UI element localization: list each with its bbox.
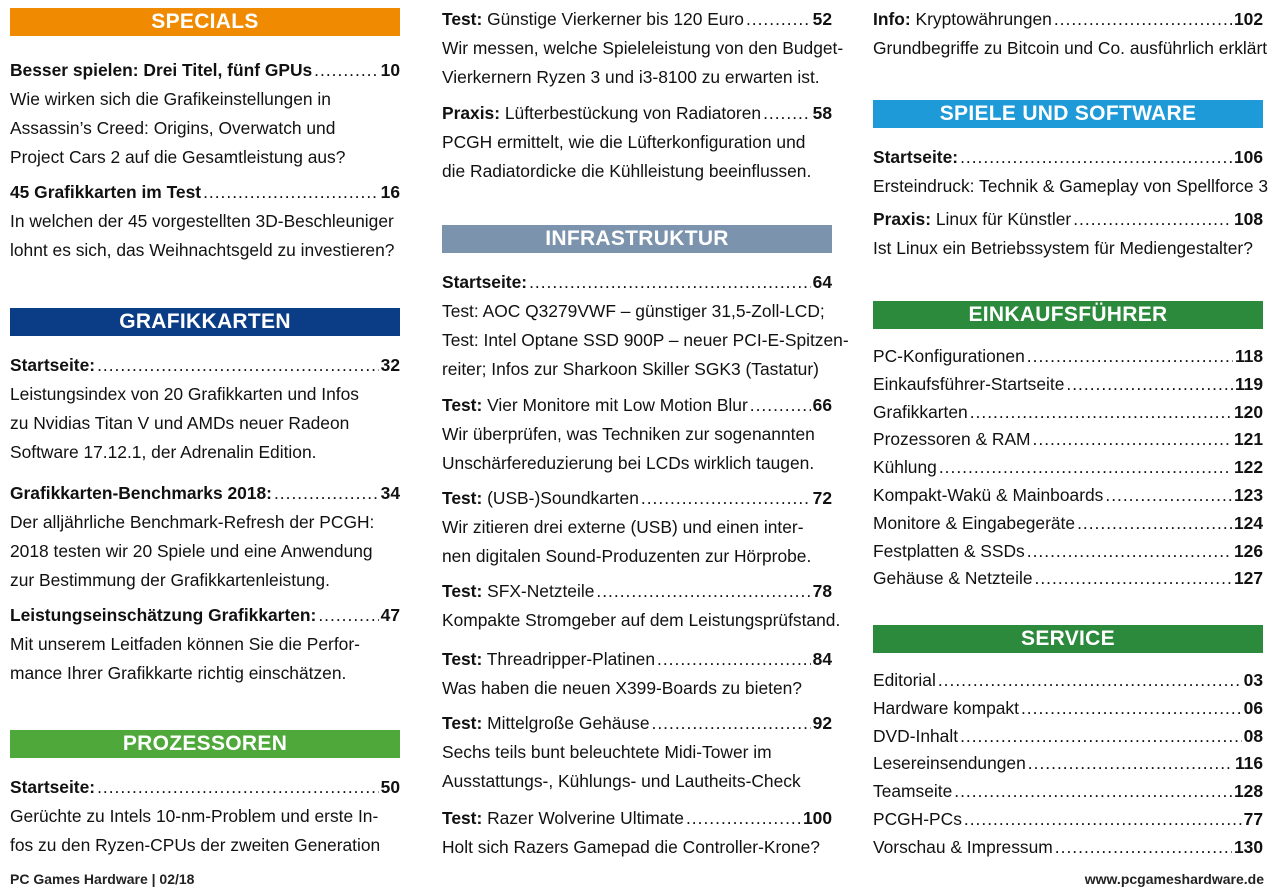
entry-title [442, 709, 650, 738]
description-line: die Radiatordicke die Kühlleistung beeinflussen. [442, 161, 812, 181]
list-item[interactable] [873, 481, 1263, 509]
page-number: 52 [812, 9, 832, 29]
page-number: 123 [1233, 485, 1263, 505]
entry-title-bold: Startseite: [10, 355, 96, 375]
page-number: 108 [1233, 209, 1263, 229]
description-line: Der alljährliche Benchmark-Refresh der PCGH: [10, 512, 375, 532]
list-item-label: Editorial [873, 670, 936, 690]
footer-url: www.pcgameshardware.de [1084, 871, 1264, 887]
entry-title-line [442, 5, 832, 34]
entry-title [10, 56, 312, 85]
description-line: Gerüchte zu Intels 10-nm-Problem und erste In- [10, 806, 379, 826]
entry-description [873, 172, 1269, 201]
toc-entry[interactable] [10, 351, 400, 467]
list-item-label: Monitore & Eingabegeräte [873, 512, 1076, 533]
list-item[interactable] [873, 749, 1263, 777]
list-item-label: Festplatten & SSDs [873, 540, 1025, 561]
entry-title [442, 99, 761, 128]
description-line: Leistungsindex von 20 Grafikkarten und Infos [10, 384, 359, 404]
entry-title-line [10, 178, 400, 207]
description-line: Software 17.12.1, der Adrenalin Edition. [10, 442, 317, 462]
entry-title-bold: 45 Grafikkarten im Test [10, 182, 202, 202]
entry-description [10, 380, 400, 467]
dot-leader [1033, 425, 1232, 453]
entry-description [10, 508, 400, 595]
entry-title-bold: Test: [442, 395, 483, 415]
entry-title [873, 143, 958, 172]
section-header-spiele: SPIELE UND SOFTWARE [873, 100, 1263, 128]
entry-title-text: Günstige Vierkerner bis 120 Euro [487, 9, 744, 29]
entry-title-text: Razer Wolverine Ultimate [487, 808, 684, 828]
description-line: Ist Linux ein Betriebssystem für Mediengestalter? [873, 238, 1253, 258]
description-line: 2018 testen wir 20 Spiele und eine Anwendung [10, 541, 373, 561]
description-line: Mit unserem Leitfaden können Sie die Perfor- [10, 634, 360, 654]
page-number: 119 [1234, 373, 1263, 394]
toc-entry[interactable] [10, 178, 400, 265]
description-line: Assassin’s Creed: Origins, Overwatch und [10, 118, 336, 138]
list-item-label: Kompakt-Wakü & Mainboards [873, 485, 1104, 505]
description-line: Sechs teils bunt beleuchtete Midi-Tower im [442, 742, 772, 762]
toc-entry[interactable] [873, 205, 1263, 263]
entry-title-text: Mittelgroße Gehäuse [487, 713, 650, 733]
entry-title-text: Kryptowährungen [915, 9, 1052, 29]
description-line: zu Nvidias Titan V und AMDs neuer Radeon [10, 413, 350, 433]
section-header-prozessoren: PROZESSOREN [10, 730, 400, 758]
dot-leader [1028, 749, 1233, 777]
page-number: 128 [1233, 781, 1263, 802]
section-header-service: SERVICE [873, 625, 1263, 653]
toc-entry[interactable] [442, 709, 832, 796]
description-line: reiter; Infos zur Sharkoon Skiller SGK3 (Tastatur) [442, 359, 819, 379]
toc-entry[interactable] [442, 99, 832, 186]
entry-title-line [442, 99, 832, 128]
entry-description [10, 630, 400, 688]
dot-leader [763, 99, 811, 128]
dot-leader [938, 666, 1242, 694]
list-item[interactable] [873, 425, 1263, 453]
dot-leader [1035, 564, 1232, 592]
list-item-label: Prozessoren & RAM [873, 429, 1031, 450]
dot-leader [1055, 833, 1232, 861]
entry-title-bold: Test: [442, 581, 483, 601]
description-line: In welchen der 45 vorgestellten 3D-Beschleuniger [10, 211, 394, 231]
list-item[interactable] [873, 666, 1263, 694]
page-number: 50 [380, 777, 400, 797]
description-line: nen digitalen Sound-Produzenten zur Hörprobe. [442, 546, 812, 566]
list-item-label: Vorschau & Impressum [873, 836, 1053, 857]
list-item-label: Grafikkarten [873, 401, 968, 422]
entry-title-line [873, 5, 1263, 34]
dot-leader [1027, 342, 1233, 370]
dot-leader [652, 709, 811, 738]
entry-description [10, 802, 400, 860]
list-item[interactable] [873, 537, 1263, 565]
page-number: 16 [380, 182, 400, 202]
page-number: 08 [1243, 725, 1263, 746]
list-item[interactable] [873, 564, 1263, 592]
list-item-label: Gehäuse & Netzteile [873, 568, 1033, 589]
entry-title-line [10, 773, 400, 802]
entry-description [10, 207, 400, 265]
entry-title-line [442, 804, 832, 833]
entry-title-line [10, 56, 400, 85]
entry-title [873, 5, 1052, 34]
page-number: 121 [1233, 429, 1263, 450]
description-line: Test: AOC Q3279VWF – günstiger 31,5-Zoll-LCD; [442, 301, 825, 321]
entry-title-bold: Test: [442, 713, 483, 733]
dot-leader [970, 398, 1232, 426]
list-item[interactable] [873, 777, 1263, 805]
description-line: Wir überprüfen, was Techniken zur sogenannten [442, 424, 815, 444]
page-number: 127 [1233, 568, 1263, 589]
entry-title-line [873, 143, 1263, 172]
toc-entry[interactable] [442, 5, 844, 92]
entry-title-bold: Startseite: [10, 777, 96, 797]
page-number: 64 [812, 272, 832, 292]
entry-title [10, 178, 201, 207]
description-line: Ausstattungs-, Kühlungs- und Lautheits-Check [442, 771, 801, 791]
dot-leader [641, 484, 811, 513]
description-line: Unschärfereduzierung bei LCDs wirklich taugen. [442, 453, 815, 473]
entry-title [10, 773, 95, 802]
entry-title [442, 5, 744, 34]
description-line: Wir zitieren drei externe (USB) und einen inter- [442, 517, 804, 537]
list-item-label: Teamseite [873, 781, 953, 802]
dot-leader [1073, 205, 1232, 234]
toc-entry[interactable] [442, 645, 832, 703]
dot-leader [1021, 694, 1242, 722]
page-number: 100 [802, 808, 832, 828]
entry-description [873, 34, 1268, 63]
dot-leader [1054, 5, 1232, 34]
entry-title [442, 804, 684, 833]
dot-leader [686, 804, 801, 833]
page-number: 106 [1233, 147, 1263, 167]
entry-title [442, 484, 639, 513]
description-line: Test: Intel Optane SSD 900P – neuer PCI-E-Spitzen- [442, 330, 849, 350]
toc-entry[interactable] [873, 5, 1268, 63]
list-item-label: PC-Konfigurationen [873, 346, 1025, 366]
entry-title-bold: Info: [873, 9, 911, 29]
entry-title-bold: Test: [442, 9, 483, 29]
entry-title-text: Threadripper-Platinen [486, 649, 655, 669]
dot-leader [314, 56, 378, 85]
page-number: 72 [812, 488, 832, 508]
dot-leader [97, 351, 379, 380]
toc-entry[interactable] [10, 773, 400, 860]
description-line: Ersteindruck: Technik & Gameplay von Spellforce 3 [873, 176, 1269, 196]
entry-title-line [442, 484, 832, 513]
dot-leader [954, 777, 1232, 805]
page-number: 10 [380, 60, 400, 80]
page-number: 124 [1233, 512, 1263, 533]
entry-description [442, 420, 832, 478]
list-item[interactable] [873, 805, 1263, 833]
entry-description [873, 234, 1263, 263]
page-number: 06 [1243, 697, 1263, 718]
toc-entry[interactable] [442, 391, 832, 478]
page-number: 77 [1243, 809, 1263, 829]
dot-leader [97, 773, 379, 802]
toc-entry[interactable] [10, 601, 400, 688]
entry-title-line [10, 351, 400, 380]
list-item[interactable] [873, 694, 1263, 722]
entry-title-text: (USB-)Soundkarten [487, 488, 639, 508]
page-number: 32 [380, 355, 400, 375]
toc-entry[interactable] [873, 143, 1269, 201]
list-item[interactable] [873, 833, 1263, 861]
entry-title-bold: Startseite: [873, 147, 959, 167]
page-number: 03 [1243, 670, 1263, 690]
entry-title-bold: Grafikkarten-Benchmarks 2018: [10, 483, 272, 503]
dot-leader [939, 453, 1232, 481]
entry-title-line [873, 205, 1263, 234]
entry-title [442, 268, 527, 297]
list-item-label: PCGH-PCs [873, 809, 962, 829]
entry-title [873, 205, 1071, 234]
entry-title-line [442, 645, 832, 674]
entry-title-bold: Startseite: [442, 272, 528, 292]
section-header-einkauf: EINKAUFSFÜHRER [873, 301, 1263, 329]
page-number: 47 [380, 605, 400, 625]
entry-title-line [442, 709, 832, 738]
section-header-specials: SPECIALS [10, 8, 400, 36]
page-number: 92 [812, 713, 832, 733]
entry-description [10, 85, 400, 172]
page-number: 122 [1233, 457, 1263, 478]
dot-leader [596, 577, 810, 606]
toc-entry[interactable] [442, 804, 832, 862]
entry-description [442, 34, 844, 92]
page-number: 58 [812, 103, 832, 123]
dot-leader [274, 479, 379, 508]
page-number: 84 [812, 649, 832, 669]
dot-leader [657, 645, 811, 674]
dot-leader [746, 5, 811, 34]
list-item[interactable] [873, 453, 1263, 481]
entry-title-line [442, 268, 832, 297]
list-item-label: Lesereinsendungen [873, 753, 1026, 774]
entry-title-bold: Test: [442, 808, 483, 828]
entry-description [442, 128, 832, 186]
dot-leader [529, 268, 811, 297]
toc-entry[interactable] [10, 56, 400, 172]
entry-title-bold: Besser spielen: Drei Titel, fünf GPUs [10, 60, 313, 80]
page-number: 102 [1233, 9, 1263, 29]
dot-leader [318, 601, 378, 630]
list-item-label: Hardware kompakt [873, 697, 1019, 718]
dot-leader [960, 143, 1232, 172]
description-line: Kompakte Stromgeber auf dem Leistungsprüfstand. [442, 610, 841, 630]
entry-title-line [442, 391, 832, 420]
entry-title-text: SFX-Netzteile [487, 581, 595, 601]
page-number: 78 [812, 581, 832, 601]
entry-title [10, 351, 95, 380]
description-line: Project Cars 2 auf die Gesamtleistung aus? [10, 147, 346, 167]
entry-title-text: Lüfterbestückung von Radiatoren [504, 103, 762, 123]
entry-title [442, 577, 594, 606]
section-header-infrastruktur: INFRASTRUKTUR [442, 225, 832, 253]
list-item-label: Kühlung [873, 457, 937, 478]
entry-title-bold: Test: [442, 488, 483, 508]
description-line: fos zu den Ryzen-CPUs der zweiten Generation [10, 835, 381, 855]
entry-title-bold: Leistungseinschätzung Grafikkarten: [10, 605, 317, 625]
description-line: PCGH ermittelt, wie die Lüfterkonfiguration und [442, 132, 806, 152]
entry-title [10, 479, 272, 508]
entry-description [442, 297, 849, 384]
list-item[interactable] [873, 722, 1263, 750]
entry-title [442, 645, 655, 674]
entry-title [10, 601, 316, 630]
page-number: 66 [812, 395, 832, 415]
entry-title-text: Vier Monitore mit Low Motion Blur [487, 395, 748, 415]
entry-title-bold: Praxis: [442, 103, 501, 123]
dot-leader [203, 178, 379, 207]
description-line: zur Bestimmung der Grafikkartenleistung. [10, 570, 330, 590]
description-line: Was haben die neuen X399-Boards zu bieten? [442, 678, 802, 698]
page-number: 130 [1233, 836, 1263, 857]
toc-entry[interactable] [442, 484, 832, 571]
footer-issue: PC Games Hardware | 02/18 [10, 871, 195, 887]
entry-title-bold: Test: [442, 649, 483, 669]
entry-title-line [10, 601, 400, 630]
dot-leader [1105, 481, 1232, 509]
entry-title-line [10, 479, 400, 508]
entry-title-line [442, 577, 832, 606]
toc-entry[interactable] [442, 268, 849, 384]
list-item-label: DVD-Inhalt [873, 725, 959, 746]
description-line: Vierkernern Ryzen 3 und i3-8100 zu erwarten ist. [442, 67, 820, 87]
toc-entry[interactable] [442, 577, 841, 635]
list-item-label: Einkaufsführer-Startseite [873, 373, 1065, 394]
description-line: lohnt es sich, das Weihnachtsgeld zu investieren? [10, 240, 395, 260]
entry-title [442, 391, 748, 420]
entry-description [442, 674, 832, 703]
description-line: Grundbegriffe zu Bitcoin und Co. ausführlich erklärt [873, 38, 1268, 58]
page-number: 116 [1234, 753, 1263, 774]
page-number: 120 [1233, 401, 1263, 422]
entry-title-text: Linux für Künstler [935, 209, 1072, 229]
entry-description [442, 606, 841, 635]
dot-leader [1066, 370, 1233, 398]
page-number: 34 [380, 483, 400, 503]
entry-description [442, 738, 832, 796]
list-item[interactable] [873, 342, 1263, 370]
section-header-grafikkarten: GRAFIKKARTEN [10, 308, 400, 336]
dot-leader [964, 805, 1242, 833]
page-number: 126 [1233, 540, 1263, 561]
list-item[interactable] [873, 509, 1263, 537]
entry-description [442, 833, 832, 862]
description-line: Wie wirken sich die Grafikeinstellungen in [10, 89, 331, 109]
dot-leader [1077, 509, 1232, 537]
entry-title-bold: Praxis: [873, 209, 932, 229]
description-line: Wir messen, welche Spieleleistung von den Budget- [442, 38, 844, 58]
description-line: mance Ihrer Grafikkarte richtig einschätzen. [10, 663, 347, 683]
description-line: Holt sich Razers Gamepad die Controller-Krone? [442, 837, 820, 857]
dot-leader [1027, 537, 1232, 565]
list-item[interactable] [873, 370, 1263, 398]
entry-description [442, 513, 832, 571]
dot-leader [960, 722, 1242, 750]
dot-leader [750, 391, 811, 420]
list-item[interactable] [873, 398, 1263, 426]
page-number: 118 [1234, 346, 1263, 366]
toc-entry[interactable] [10, 479, 400, 595]
